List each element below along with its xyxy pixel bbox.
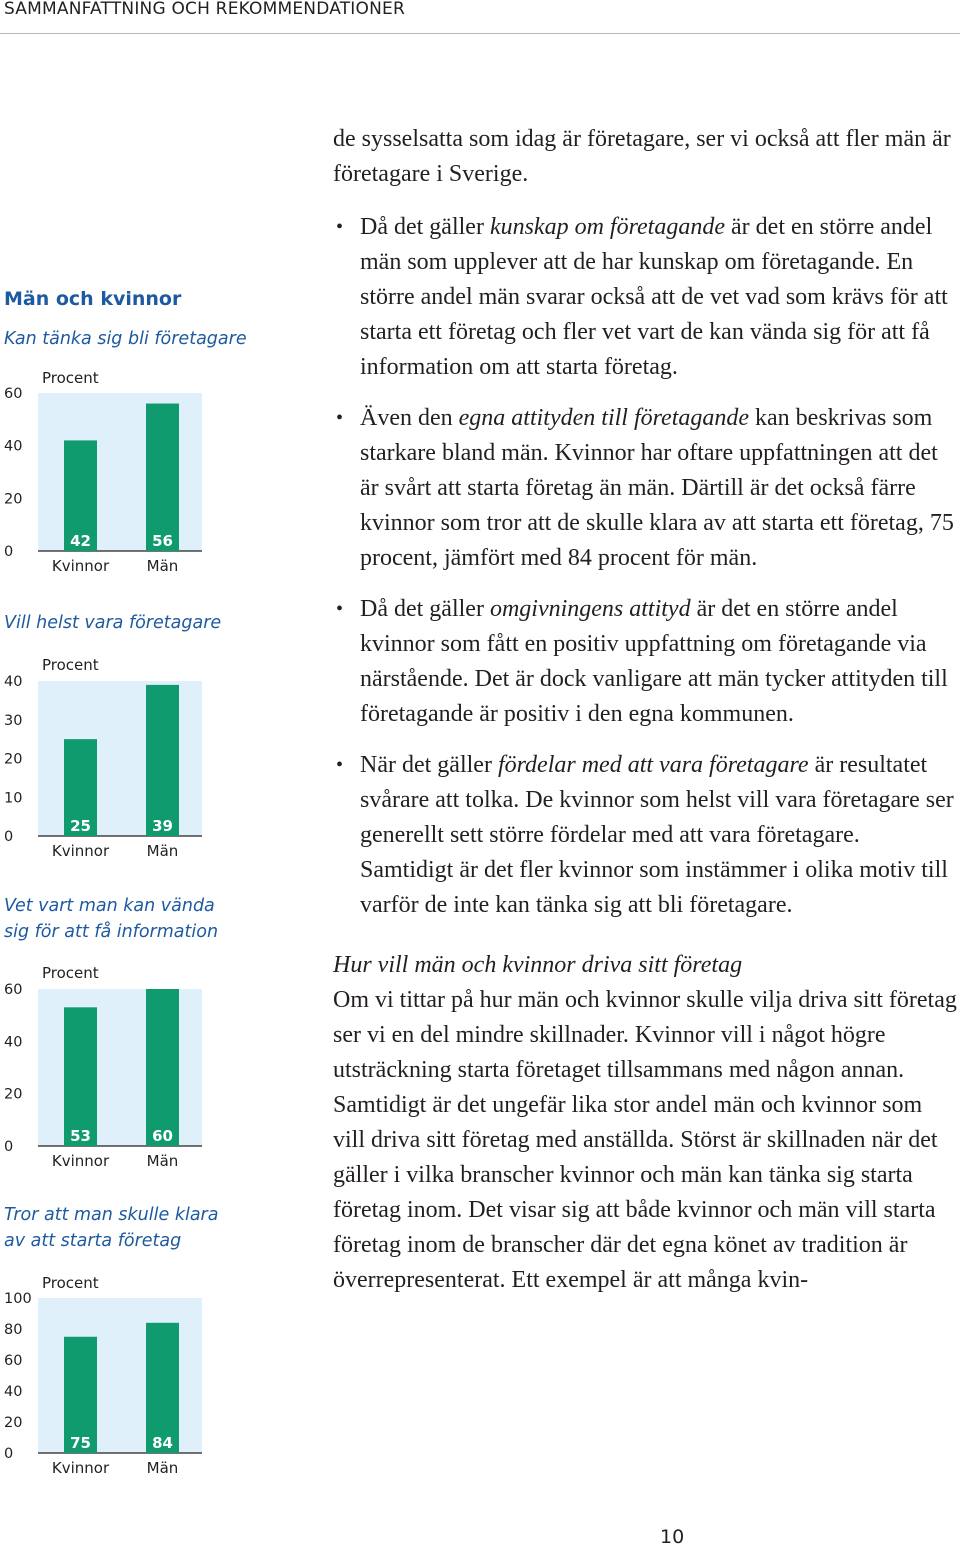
bullet-text-emphasis: fördelar med att vara företagare [497, 752, 809, 778]
bar-chart-vill-helst [0, 652, 215, 862]
y-tick-label: 0 [4, 829, 14, 845]
x-tick-label: Män [146, 557, 179, 575]
y-tick-label: 10 [4, 790, 23, 807]
header-divider [0, 33, 960, 34]
list-item [333, 748, 958, 923]
y-tick-label: 40 [4, 1034, 23, 1051]
findings-list [333, 210, 958, 923]
bullet-text-emphasis: omgivningens attityd [489, 596, 691, 622]
data-label: 56 [152, 532, 173, 550]
x-tick-label: Män [146, 1152, 179, 1170]
x-tick-label: Kvinnor [51, 557, 110, 575]
y-tick-label: 0 [4, 1139, 14, 1155]
intro-paragraph: de sysselsatta som idag är företagare, ser vi också att fler män är företagare i Sverige. [333, 126, 951, 187]
section-paragraph: Om vi tittar på hur män och kvinnor skulle vilja driva sitt företag ser vi en del mindre skillnader. Kvinnor vill i något högre utsträckning starta företaget tillsammans med någon annan. Samtidigt är det ungefär lika stor andel män och kvinnor som vill driva sitt företag med anställda. Störst är skillnaden när det gäller i vilka branscher kvinnor och män kan tänka sig starta företag inom. Det visar sig att både kvinnor och män vill starta företag inom de branscher där det egna könet av tradition är överrepresenterat. Ett exempel är att många kvin- [333, 987, 957, 1293]
data-label: 53 [70, 1127, 91, 1145]
x-tick-label: Kvinnor [51, 842, 110, 860]
y-tick-label: 20 [4, 491, 23, 508]
y-tick-label: 60 [4, 1353, 23, 1369]
y-tick-label: 20 [4, 1086, 23, 1103]
bullet-icon: • [336, 598, 344, 620]
y-tick-label: 100 [4, 1291, 32, 1307]
list-item [333, 210, 958, 385]
chart-title-2: Vill helst vara företagare [4, 613, 222, 633]
data-label: 25 [70, 817, 91, 835]
chart-title-3-line-1: Vet vart man kan vända [4, 896, 215, 916]
bullet-text-pre: Även den [360, 405, 459, 431]
y-tick-label: 40 [4, 1384, 23, 1400]
section-heading: Hur vill män och kvinnor driva sitt företag [333, 952, 743, 978]
bullet-text-post: är det en större andel män som upplever att de har kunskap om företagande. En större andel män svarar också att de vet vad som krävs för att starta ett företag och fler vet vart de kan vända sig för att få information om att starta företag. [360, 214, 948, 380]
bar-män [146, 404, 179, 551]
bullet-icon: • [336, 754, 344, 776]
y-axis-label: Procent [42, 369, 99, 387]
x-tick-label: Män [146, 1459, 179, 1477]
data-label: 75 [70, 1434, 91, 1452]
body-text-column [333, 122, 958, 1298]
bar-chart-tror-att-klara [0, 1270, 215, 1480]
bar-chart-kan-tanka-sig [0, 365, 215, 580]
bullet-text-emphasis: kunskap om företagande [489, 214, 726, 240]
bullet-text-post: är resultatet svårare att tolka. De kvinnor som helst vill vara företagare ser generellt sett större fördelar med att vara företagare. Samtidigt är det fler kvinnor som instämmer i olika motiv till varför de inte kan tänka sig att bli företagare. [360, 752, 954, 918]
chart-title-4-line-2: av att starta företag [4, 1231, 182, 1251]
bar-kvinnor [64, 1007, 97, 1146]
bullet-text-post: är det en större andel kvinnor som fått en positiv uppfattning om företagande via närstående. Det är dock vanligare att män tycker attityden till företagande är positiv i den egna kommunen. [360, 596, 948, 727]
running-header: SAMMANFATTNING OCH REKOMMENDATIONER [4, 0, 405, 19]
bar-män [146, 685, 179, 836]
y-tick-label: 60 [4, 386, 23, 402]
bar-chart-vet-vart [0, 960, 215, 1172]
bullet-text-post: kan beskrivas som starkare bland män. Kvinnor har oftare uppfattningen att det är svårt att starta företag än män. Därtill är det också färre kvinnor som tror att de skulle klara av att starta ett företag, 75 procent, jämfört med 84 procent för män. [360, 405, 954, 571]
y-tick-label: 20 [4, 1415, 23, 1431]
sidebar-heading: Män och kvinnor [4, 288, 182, 310]
y-tick-label: 60 [4, 982, 23, 998]
y-tick-label: 30 [4, 712, 23, 729]
data-label: 84 [152, 1434, 173, 1452]
data-label: 39 [152, 817, 173, 835]
y-tick-label: 40 [4, 438, 23, 455]
bullet-icon: • [336, 407, 344, 429]
chart-title-4 [4, 1202, 218, 1254]
bullet-text-pre: Då det gäller [360, 214, 490, 240]
bullet-text-pre: När det gäller [360, 752, 498, 778]
data-label: 42 [70, 532, 91, 550]
bar-män [146, 989, 179, 1146]
y-axis-label: Procent [42, 656, 99, 674]
bullet-icon: • [336, 216, 344, 238]
list-item [333, 401, 958, 576]
bullet-text-emphasis: egna attityden till företagande [458, 405, 750, 431]
y-tick-label: 0 [4, 1446, 14, 1462]
chart-title-1: Kan tänka sig bli företagare [4, 329, 247, 349]
y-tick-label: 80 [4, 1322, 23, 1338]
y-axis-label: Procent [42, 1274, 99, 1292]
chart-title-4-line-1: Tror att man skulle klara [4, 1205, 219, 1225]
list-item [333, 592, 958, 732]
y-tick-label: 0 [4, 544, 14, 560]
y-tick-label: 20 [4, 751, 23, 768]
bullet-text-pre: Då det gäller [360, 596, 490, 622]
data-label: 60 [152, 1127, 173, 1145]
x-tick-label: Kvinnor [51, 1152, 110, 1170]
y-axis-label: Procent [42, 964, 99, 982]
y-tick-label: 40 [4, 674, 23, 690]
x-tick-label: Kvinnor [51, 1459, 110, 1477]
chart-title-3-line-2: sig för att få information [4, 922, 219, 942]
page-number: 10 [660, 1526, 685, 1548]
chart-title-3 [4, 893, 218, 945]
x-tick-label: Män [146, 842, 179, 860]
